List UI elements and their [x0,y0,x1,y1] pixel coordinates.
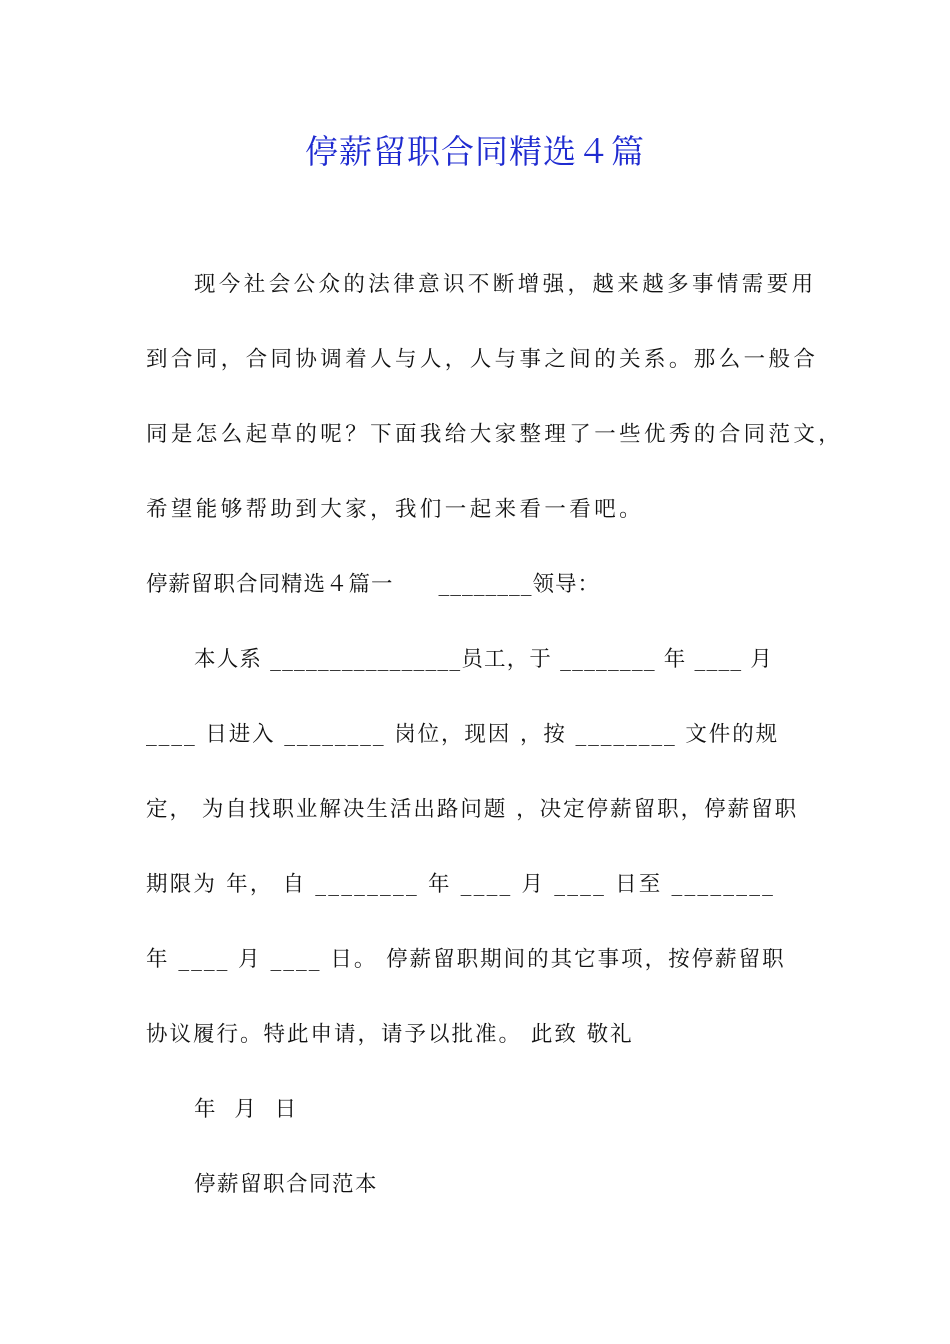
document-title: 停薪留职合同精选４篇 [305,132,645,171]
section-heading-line: 停薪留职合同精选４篇一 ________领导： [146,572,601,597]
form-line-1: 本人系 ________________员工，于 ________ 年 ____ 月 [194,647,774,672]
form-line-5: 年 ____ 月 ____ 日。 停薪留职期间的其它事项，按停薪留职 [146,947,786,972]
paragraph-line-1: 现今社会公众的法律意识不断增强，越来越多事情需要用 [194,272,817,297]
date-line: 年 月 日 [194,1097,303,1122]
form-line-4: 期限为 年， 自 ________ 年 ____ 月 ____ 日至 ________ [146,872,776,897]
form-line-3: 定， 为自找职业解决生活出路问题 ，决定停薪留职，停薪留职 [146,797,799,822]
paragraph-line-4: 希望能够帮助到大家，我们一起来看一看吧。 [146,497,645,522]
subheading-line: 停薪留职合同范本 [194,1172,379,1197]
form-line-6: 协议履行。特此申请，请予以批准。 此致 敬礼 [146,1022,634,1047]
form-line-2: ____ 日进入 ________ 岗位，现因 ，按 ________ 文件的规 [146,722,780,747]
paragraph-line-3: 同是怎么起草的呢？下面我给大家整理了一些优秀的合同范文， [146,422,844,447]
paragraph-line-2: 到合同，合同协调着人与人，人与事之间的关系。那么一般合 [146,347,819,372]
